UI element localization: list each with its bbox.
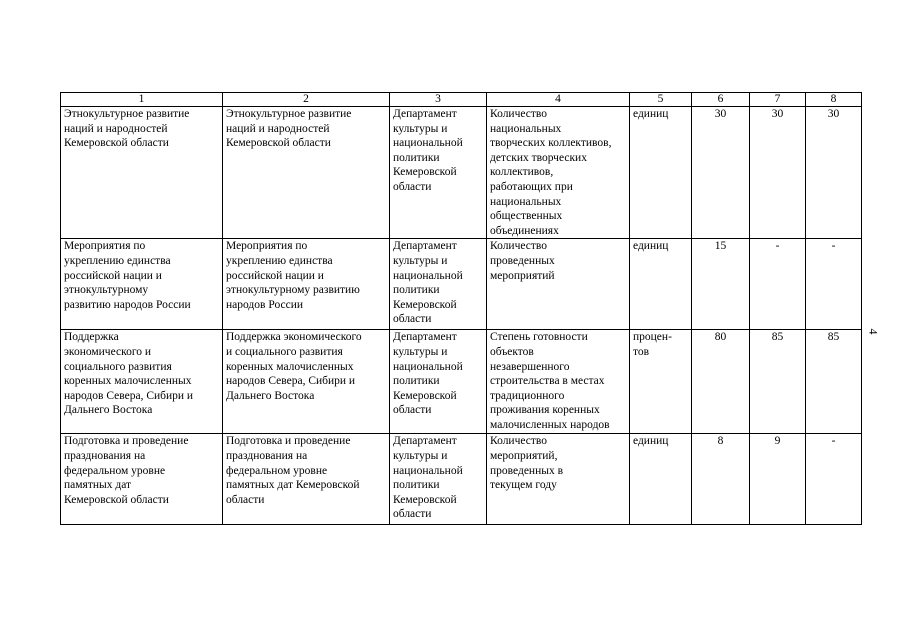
- value-cell: 30: [806, 107, 862, 239]
- value-cell: -: [806, 239, 862, 330]
- table-row: [61, 330, 862, 434]
- page-number: 4: [866, 328, 881, 335]
- executor-cell: Департамент культуры и национальной политики Кемеровской области: [390, 434, 487, 525]
- column-number: 4: [487, 93, 630, 107]
- program-name-cell: Поддержка экономического и социального развития коренных малочисленных народов Севера, Сибири и Дальнего Востока: [61, 330, 223, 434]
- indicator-cell: Количество национальных творческих коллективов, детских творческих коллективов, работающих при национальных общественных объединениях: [487, 107, 630, 239]
- value-cell: 85: [750, 330, 806, 434]
- column-number: 8: [806, 93, 862, 107]
- table-row: [61, 107, 862, 239]
- value-cell: 30: [750, 107, 806, 239]
- indicator-cell: Количество проведенных мероприятий: [487, 239, 630, 330]
- indicator-cell: Степень готовности объектов незавершенного строительства в местах традиционного проживания коренных малочисленных народов: [487, 330, 630, 434]
- value-cell: 9: [750, 434, 806, 525]
- executor-cell: Департамент культуры и национальной политики Кемеровской области: [390, 330, 487, 434]
- table-header-row: [61, 93, 862, 107]
- value-cell: 8: [692, 434, 750, 525]
- table-row: [61, 239, 862, 330]
- value-cell: -: [750, 239, 806, 330]
- unit-cell: единиц: [630, 239, 692, 330]
- unit-cell: единиц: [630, 107, 692, 239]
- indicator-cell: Количество мероприятий, проведенных в текущем году: [487, 434, 630, 525]
- program-name-cell: Подготовка и проведение празднования на федеральном уровне памятных дат Кемеровской области: [61, 434, 223, 525]
- indicators-table: [60, 92, 862, 525]
- column-number: 5: [630, 93, 692, 107]
- value-cell: 85: [806, 330, 862, 434]
- executor-cell: Департамент культуры и национальной политики Кемеровской области: [390, 107, 487, 239]
- event-name-cell: Мероприятия по укреплению единства российской нации и этнокультурному развитию народов России: [223, 239, 390, 330]
- table-row: [61, 434, 862, 525]
- event-name-cell: Поддержка экономического и социального развития коренных малочисленных народов Севера, Сибири и Дальнего Востока: [223, 330, 390, 434]
- program-name-cell: Этнокультурное развитие наций и народностей Кемеровской области: [61, 107, 223, 239]
- column-number: 3: [390, 93, 487, 107]
- value-cell: 80: [692, 330, 750, 434]
- value-cell: -: [806, 434, 862, 525]
- executor-cell: Департамент культуры и национальной политики Кемеровской области: [390, 239, 487, 330]
- value-cell: 15: [692, 239, 750, 330]
- column-number: 2: [223, 93, 390, 107]
- value-cell: 30: [692, 107, 750, 239]
- event-name-cell: Этнокультурное развитие наций и народностей Кемеровской области: [223, 107, 390, 239]
- column-number: 1: [61, 93, 223, 107]
- unit-cell: процен- тов: [630, 330, 692, 434]
- unit-cell: единиц: [630, 434, 692, 525]
- column-number: 7: [750, 93, 806, 107]
- event-name-cell: Подготовка и проведение празднования на федеральном уровне памятных дат Кемеровской области: [223, 434, 390, 525]
- program-name-cell: Мероприятия по укреплению единства российской нации и этнокультурному развитию народов России: [61, 239, 223, 330]
- column-number: 6: [692, 93, 750, 107]
